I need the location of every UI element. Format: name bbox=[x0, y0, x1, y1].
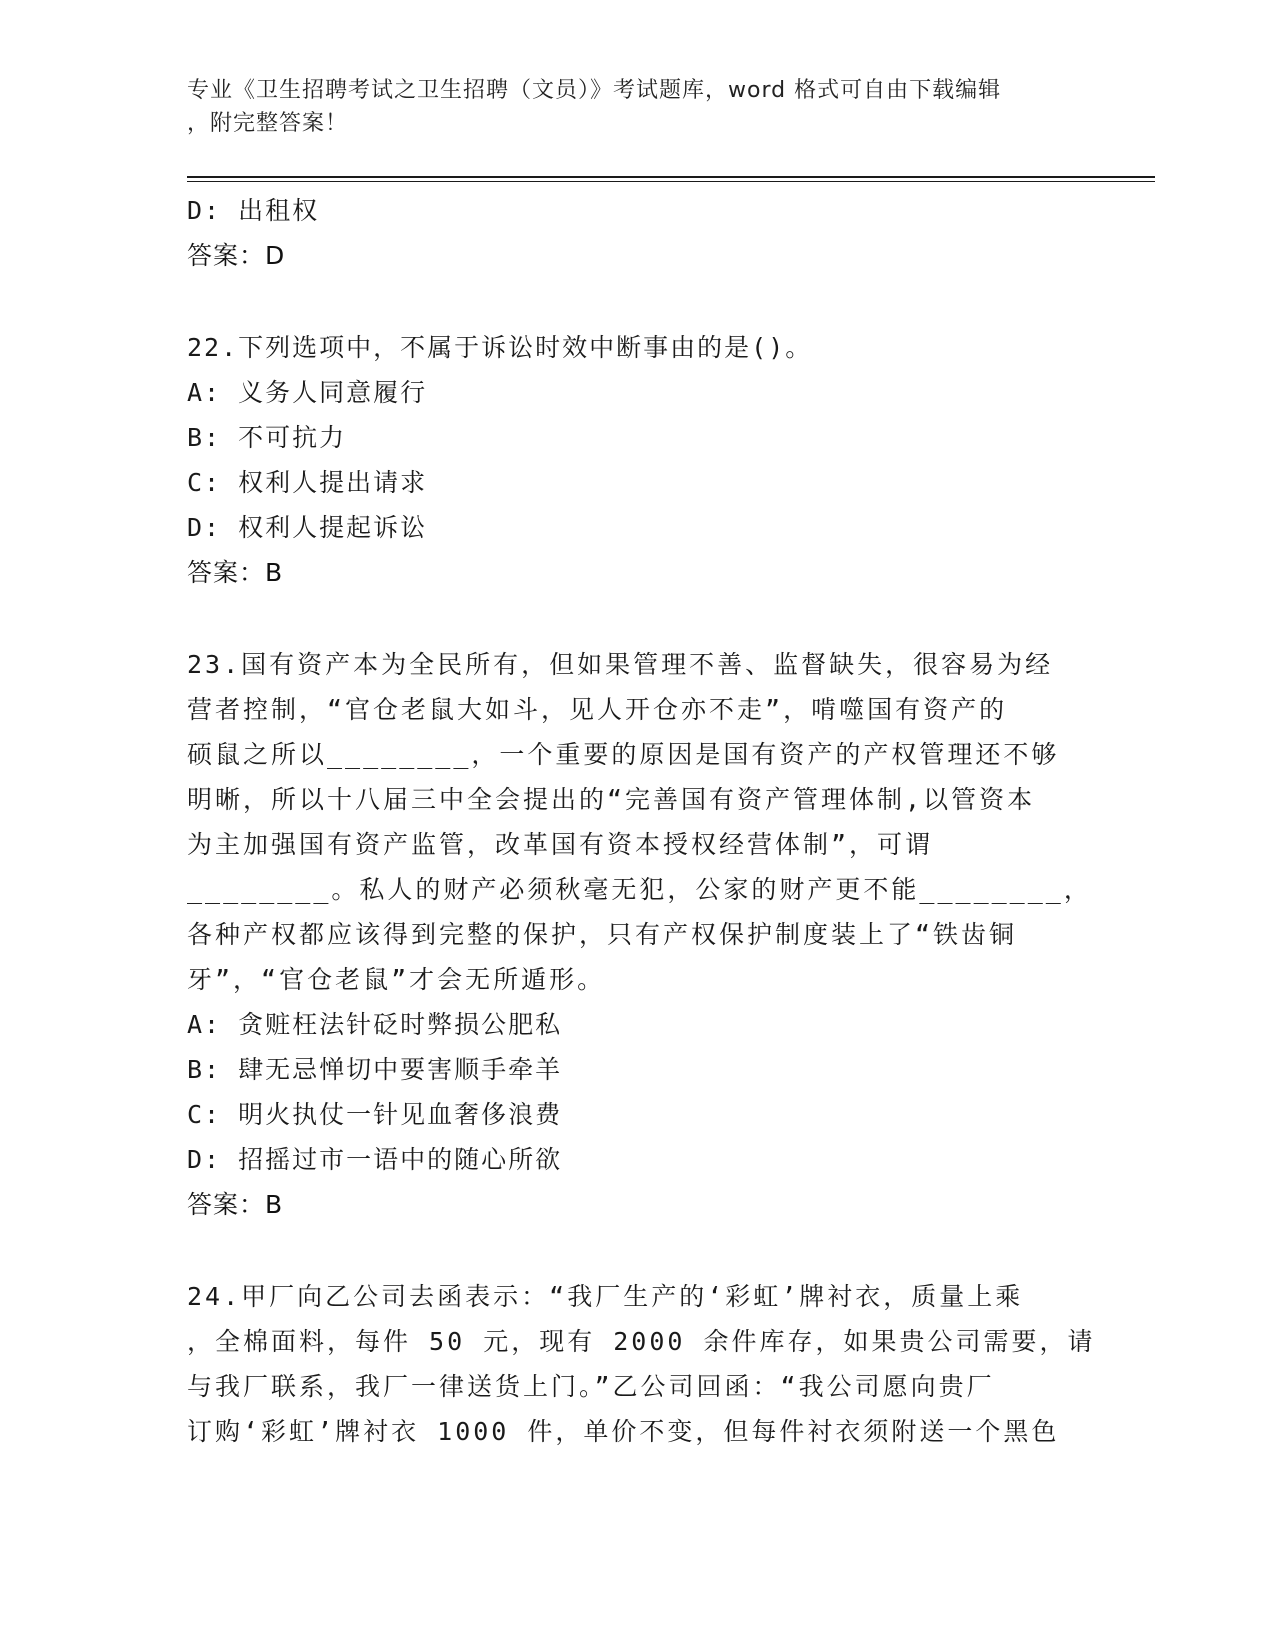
question-24 bbox=[187, 1274, 1096, 1454]
question-23 bbox=[187, 642, 1092, 1227]
answer-label: 答案：B bbox=[187, 1190, 284, 1219]
question-stem-line: 各种产权都应该得到完整的保护，只有产权保护制度装上了“铁齿铜 bbox=[187, 920, 1018, 949]
spacer bbox=[187, 1227, 1087, 1274]
header-divider bbox=[187, 176, 1155, 178]
option-d: D: 招摇过市一语中的随心所欲 bbox=[187, 1145, 563, 1174]
question-stem-line: ________。私人的财产必须秋毫无犯，公家的财产更不能________， bbox=[187, 875, 1092, 904]
question-stem-line: 硕鼠之所以________，一个重要的原因是国有资产的产权管理还不够 bbox=[187, 740, 1060, 769]
question-21-tail bbox=[187, 188, 1087, 278]
question-stem-line: ，全棉面料，每件 50 元，现有 2000 余件库存，如果贵公司需要，请 bbox=[187, 1327, 1096, 1356]
question-stem-line: 与我厂联系，我厂一律送货上门。”乙公司回函：“我公司愿向贵厂 bbox=[187, 1372, 995, 1401]
question-stem-line: 营者控制，“官仓老鼠大如斗，见人开仓亦不走”，啃噬国有资产的 bbox=[187, 695, 1008, 724]
question-stem: 22.下列选项中，不属于诉讼时效中断事由的是()。 bbox=[187, 333, 813, 362]
option-a: A: 义务人同意履行 bbox=[187, 378, 428, 407]
option-d: D: 出租权 bbox=[187, 196, 320, 225]
question-stem-line: 牙”，“官仓老鼠”才会无所遁形。 bbox=[187, 965, 606, 994]
page-header bbox=[187, 74, 1067, 140]
question-stem-line: 23.国有资产本为全民所有，但如果管理不善、监督缺失，很容易为经 bbox=[187, 650, 1054, 679]
option-b: B: 不可抗力 bbox=[187, 423, 347, 452]
question-stem-line: 明晰，所以十八届三中全会提出的“完善国有资产管理体制,以管资本 bbox=[187, 785, 1036, 814]
option-c: C: 明火执仗一针见血奢侈浪费 bbox=[187, 1100, 563, 1129]
spacer bbox=[187, 278, 1087, 325]
option-c: C: 权利人提出请求 bbox=[187, 468, 428, 497]
option-a: A: 贪赃枉法针砭时弊损公肥私 bbox=[187, 1010, 563, 1039]
answer-label: 答案：B bbox=[187, 558, 284, 587]
spacer bbox=[187, 595, 1087, 642]
question-stem-line: 为主加强国有资产监管，改革国有资本授权经营体制”，可谓 bbox=[187, 830, 934, 859]
header-line-1: 专业《卫生招聘考试之卫生招聘（文员）》考试题库，word 格式可自由下载编辑 bbox=[187, 78, 1002, 103]
option-d: D: 权利人提起诉讼 bbox=[187, 513, 428, 542]
header-divider-thin bbox=[187, 181, 1155, 182]
question-stem-line: 24.甲厂向乙公司去函表示：“我厂生产的‘彩虹’牌衬衣，质量上乘 bbox=[187, 1282, 1024, 1311]
question-22 bbox=[187, 325, 1087, 595]
option-b: B: 肆无忌惮切中要害顺手牵羊 bbox=[187, 1055, 563, 1084]
question-list bbox=[187, 188, 1096, 1454]
answer-label: 答案：D bbox=[187, 241, 286, 270]
question-stem-line: 订购‘彩虹’牌衬衣 1000 件，单价不变，但每件衬衣须附送一个黑色 bbox=[187, 1417, 1060, 1446]
header-line-2: ，附完整答案！ bbox=[187, 111, 349, 136]
